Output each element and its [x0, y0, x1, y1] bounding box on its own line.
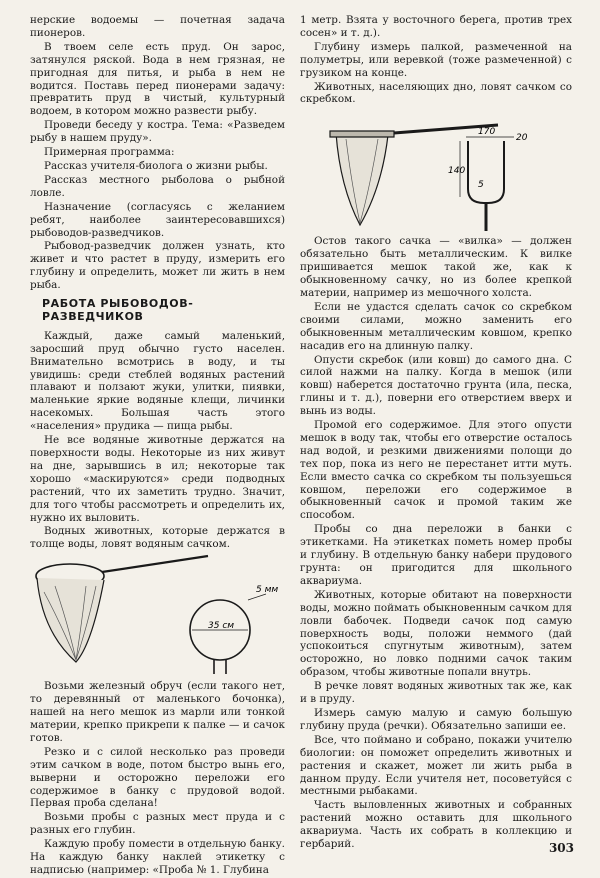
paragraph: Проведи беседу у костра. Тема: «Разведем рыбу в нашем пруду». — [30, 119, 285, 145]
scraper-illustration — [300, 107, 572, 235]
paragraph: Рыбовод-разведчик должен узнать, кто живет и что растет в пруду, измерить его глубину и определить, может ли жить в нем рыба. — [30, 240, 285, 292]
paragraph: В твоем селе есть пруд. Он зарос, затянулся ряской. Вода в нем грязная, не пригодная для питья, и рыба в нем не водится. Поставь перед пионерами задачу: превратить пруд в чистый, культурный водоем, в котором можно развести рыбу. — [30, 40, 285, 118]
paragraph: Опусти скребок (или ковш) до самого дна. С силой нажми на палку. Когда в мешок (или ковш) наберется достаточно грунта (ила, песка, глины и т. д.), поверни его отверстием вверх и вынь из воды. — [300, 353, 572, 418]
paragraph: Если не удастся сделать сачок со скребком своими силами, можно заменить его обыкновенным металлическим ковшом, крепко насадив его на длинную палку. — [300, 300, 572, 352]
edge-label: 20 — [516, 133, 528, 144]
paragraph: Каждую пробу помести в отдельную банку. На каждую банку наклей этикетку с надписью (например: «Проба № 1. Глубина — [30, 838, 285, 876]
paragraph: Каждый, даже самый маленький, заросший пруд обычно густо населен. Внимательно всмотрись в воду, и ты увидишь: среди стеблей водяных растений плавают и ползают жуки, улитки, пиявки, маленькие яркие водяные клещи, личинки насекомых. Большая часть этого «населения» прудика — пища рыбы. — [30, 329, 285, 433]
net-illustration — [30, 552, 285, 680]
paragraph: Часть выловленных животных и собранных растений можно оставить для школьного аквариума. Часть их собрать в коллекцию и гербарий. — [300, 799, 572, 851]
paragraph: 1 метр. Взята у восточного берега, против трех сосен» и т. д.). — [300, 14, 572, 39]
paragraph: Остов такого сачка — «вилка» — должен обязательно быть металлическим. К вилке пришивается мешок такой же, как к обыкновенному сачку, но из более крепкой материи, например из мешочного холста. — [300, 235, 572, 299]
right-column — [300, 14, 572, 852]
paragraph: Рассказ учителя-биолога о жизни рыбы. — [44, 159, 268, 172]
paragraph: Животных, населяющих дно, ловят сачком со скребком. — [300, 80, 572, 106]
paragraph: Возьми железный обруч (если такого нет, то деревянный от маленького бочонка), нашей на него мешок из марли или тонкой материи, крепко прикрепи к палке — и сачок готов. — [30, 680, 285, 744]
paragraph: Все, что поймано и собрано, покажи учителю биологии: он поможет определить животных и растения и скажет, может ли жить рыба в данном пруду. Если учителя нет, посоветуйся с местными рыбаками. — [300, 733, 572, 798]
paragraph: Назначение (согласуясь с желанием ребят, наиболее заинтересовавшихся) рыбоводов-разведчиков. — [30, 200, 285, 239]
paragraph: Возьми пробы с разных мест пруда и с разных его глубин. — [30, 811, 285, 837]
paragraph: Пробы со дна переложи в банки с этикетками. На этикетках пометь номер пробы и глубину. В отдельную банку набери прудового грунта: он пригодится для школьного аквариума. — [300, 523, 572, 587]
scraper-net-drawing — [300, 107, 572, 235]
paragraph: Промой его содержимое. Для этого опусти мешок в воду так, чтобы его отверстие осталось над водой, и резкими движениями полощи до тех пор, пока из него не перестанет итти муть. Если вместо сачка со скребком ты пользуешься ковшом, переложи его содержимое в обыкновенный сачок и промой таким же способом. — [300, 419, 572, 522]
thickness-label: 5 — [478, 180, 484, 191]
paragraph: Глубину измерь палкой, размеченной на полуметры, или веревкой (тоже размеченной) с грузиком на конце. — [300, 40, 572, 79]
paragraph: Примерная программа: — [44, 146, 175, 159]
paragraph: Не все водяные животные держатся на поверхности воды. Некоторые из них живут на дне, зарывшись в ил; некоторые так хорошо «маскируются» среди подводных растений, что их заметить трудно. Значит, для того чтобы рассмотреть и определить их, нужно их выловить. — [30, 434, 285, 524]
section-heading: РАБОТА РЫБОВОДОВ-РАЗВЕДЧИКОВ — [42, 297, 194, 323]
wire-thickness-label: 5 мм — [256, 585, 279, 596]
ring-diameter-label: 35 см — [208, 621, 235, 632]
height-label: 140 — [448, 166, 466, 177]
paragraph: нерские водоемы — почетная задача пионеров. — [30, 14, 285, 39]
paragraph: Животных, которые обитают на поверхности воды, можно поймать обыкновенным сачком для ловли бабочек. Подведи сачок под самую поверхность воды, положи неммого (дай успокоиться спугнутым животным), затем осторожно, но ловко подними сачок таким образом, чтобы животные попали внутрь. — [300, 588, 572, 679]
paragraph: В речке ловят водяных животных так же, как и в пруду. — [300, 680, 572, 706]
paragraph: Рассказ местного рыболова о рыбной ловле. — [30, 173, 285, 199]
left-column — [30, 14, 285, 878]
paragraph: Резко и с силой несколько раз проведи этим сачком в воде, потом быстро вынь его, выверни и осторожно переложи его содержимое в банку с прудовой водой. Первая проба сделана! — [30, 745, 285, 810]
page-number: 303 — [548, 841, 574, 855]
paragraph: Измерь самую малую и самую большую глубину пруда (речки). Обязательно запиши ее. — [300, 706, 572, 732]
width-label: 170 — [478, 127, 496, 138]
dip-net-drawing — [30, 552, 285, 680]
paragraph: Водных животных, которые держатся в толще воды, ловят водяным сачком. — [30, 525, 285, 551]
